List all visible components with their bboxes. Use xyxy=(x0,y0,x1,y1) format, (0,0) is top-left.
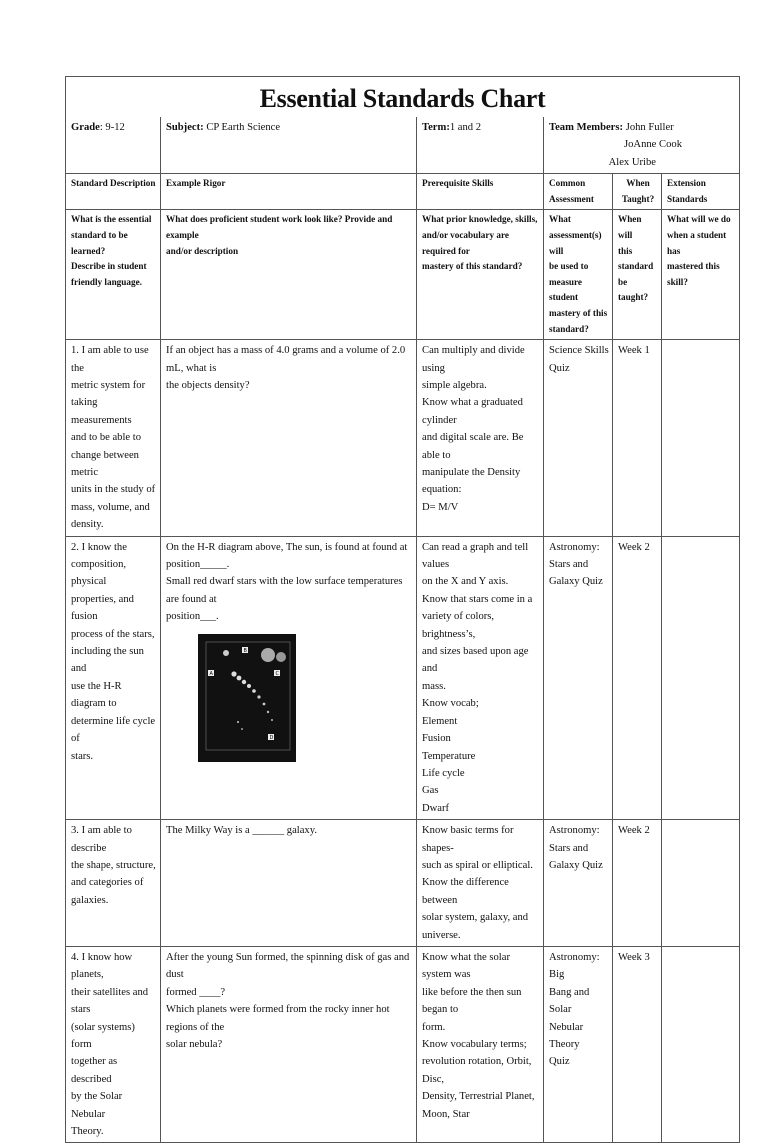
text-line: Know that stars come in a xyxy=(422,593,533,605)
text-line: If an object has a mass of 4.0 grams and a volume of 2.0 mL, what is xyxy=(166,345,406,374)
text-line: 3. I am able to describe xyxy=(71,825,132,854)
text-line: Galaxy Quiz xyxy=(549,576,603,588)
text-line: Nebular Theory xyxy=(549,1021,584,1050)
team-member-3: Alex Uribe xyxy=(608,156,656,168)
term-cell xyxy=(417,117,544,174)
text-line: properties, and fusion xyxy=(71,593,134,623)
header-assessment-line: Common xyxy=(549,178,586,189)
question-line: and/or description xyxy=(166,245,239,256)
text-line: revolution rotation, Orbit, Disc, xyxy=(422,1056,532,1085)
text-line: Stars and xyxy=(549,842,589,854)
hr-star xyxy=(271,719,273,721)
question-extension xyxy=(662,210,740,340)
header-when-line: Taught? xyxy=(621,193,655,204)
term-value: 1 and 2 xyxy=(449,122,482,133)
subject-value: CP Earth Science xyxy=(203,122,281,133)
standards-table xyxy=(65,76,740,1143)
text-line: and categories of xyxy=(71,877,144,889)
question-when xyxy=(613,210,662,340)
row1-prereq xyxy=(417,340,544,536)
question-line: assessment(s) will xyxy=(549,230,602,256)
text-line: Know vocabulary terms; xyxy=(422,1039,527,1050)
row4-standard xyxy=(66,946,161,1142)
header-assessment xyxy=(544,174,613,210)
row2-rigor xyxy=(161,536,417,820)
header-extension-line: Standards xyxy=(667,193,708,204)
text-line: 1. I am able to use the xyxy=(71,345,149,374)
text-line: Astronomy: xyxy=(549,825,600,837)
header-when xyxy=(613,174,662,210)
question-line: when a student has xyxy=(667,230,727,256)
text-line: and digital scale are. Be able to xyxy=(422,432,524,461)
hr-star xyxy=(247,684,251,688)
text-line: Know vocab; xyxy=(422,698,479,710)
text-line: Small red dwarf stars with the low surface temperatures are found at xyxy=(166,576,403,605)
hr-star xyxy=(237,721,239,723)
question-standard xyxy=(66,210,161,340)
text-line: form. xyxy=(422,1021,446,1033)
text-line: Know what the solar system was xyxy=(422,951,510,981)
row1-rigor xyxy=(161,340,417,536)
question-line: Describe in student xyxy=(71,261,147,272)
text-line: like before the then sun began to xyxy=(422,986,522,1016)
question-line: friendly language. xyxy=(71,276,142,287)
text-line: determine life cycle of xyxy=(71,715,156,745)
text-line: position___. xyxy=(166,611,219,623)
row3-rigor xyxy=(161,820,417,947)
text-line: change between metric xyxy=(71,449,139,478)
question-line: this xyxy=(618,245,633,256)
question-line: standard? xyxy=(549,323,589,334)
question-line: mastered this skill? xyxy=(667,261,720,287)
text-line: Can multiply and divide using xyxy=(422,345,525,374)
row4-prereq xyxy=(417,946,544,1142)
text-line: 4. I know how planets, xyxy=(71,951,133,981)
row4-when: Week 3 xyxy=(613,946,662,1142)
row1-standard xyxy=(66,340,161,536)
text-line: Life cycle xyxy=(422,767,465,779)
hr-label: C xyxy=(275,670,279,677)
standard-row xyxy=(66,340,740,536)
hr-diagram-image xyxy=(198,634,296,762)
page-title: Essential Standards Chart xyxy=(66,77,740,118)
text-line: and sizes based upon age and xyxy=(422,646,529,675)
text-line: Temperature xyxy=(422,750,476,762)
text-line: After the young Sun formed, the spinning disk of gas and dust xyxy=(166,951,410,981)
text-line: Which planets were formed from the rocky inner hot regions of the xyxy=(166,1004,390,1033)
hr-star xyxy=(261,648,275,662)
text-line: Know the difference between xyxy=(422,877,509,906)
text-line: formed ____? xyxy=(166,986,226,998)
text-line: On the H-R diagram above, The sun, is found at found at xyxy=(166,541,408,553)
text-line: Fusion xyxy=(422,733,451,745)
text-line: stars. xyxy=(71,750,94,762)
row1-when: Week 1 xyxy=(613,340,662,536)
question-line: and/or vocabulary are required for xyxy=(422,230,509,256)
question-line: standard xyxy=(618,261,654,272)
text-line: (solar systems) form xyxy=(71,1021,135,1050)
text-line: the objects density? xyxy=(166,379,250,391)
hr-star xyxy=(223,650,229,656)
hr-star xyxy=(276,652,286,662)
text-line: by the Solar Nebular xyxy=(71,1091,123,1120)
team-label: Team Members: xyxy=(549,122,624,133)
text-line: 2. I know the xyxy=(71,541,127,553)
row3-when: Week 2 xyxy=(613,820,662,947)
row3-assessment xyxy=(544,820,613,947)
text-line: the shape, structure, xyxy=(71,859,156,871)
text-line: including the sun and xyxy=(71,646,144,675)
hr-star xyxy=(252,689,256,693)
text-line: Quiz xyxy=(549,1056,570,1068)
hr-label: B xyxy=(243,647,247,654)
row2-assessment xyxy=(544,536,613,820)
text-line: such as spiral or elliptical. xyxy=(422,859,533,871)
standard-row xyxy=(66,946,740,1142)
question-assessment xyxy=(544,210,613,340)
text-line: Dwarf xyxy=(422,802,450,814)
text-line: process of the stars, xyxy=(71,628,155,640)
text-line: taking measurements xyxy=(71,397,132,426)
row3-prereq xyxy=(417,820,544,947)
grade-label: Grade xyxy=(71,122,100,133)
team-cell xyxy=(544,117,740,174)
column-header-row xyxy=(66,174,740,210)
text-line: and to be able to xyxy=(71,432,142,444)
text-line: Element xyxy=(422,715,458,727)
text-line: Stars and xyxy=(549,559,589,571)
text-line: together as described xyxy=(71,1056,118,1085)
essential-standards-sheet xyxy=(65,76,739,1143)
question-line: be taught? xyxy=(618,276,649,303)
row3-extension xyxy=(662,820,740,947)
hr-star xyxy=(237,675,242,680)
team-member-2: JoAnne Cook xyxy=(624,139,682,151)
standard-row xyxy=(66,820,740,947)
hr-star xyxy=(263,702,266,705)
question-line: What will we do xyxy=(667,214,731,225)
subject-cell xyxy=(161,117,417,174)
text-line: solar nebula? xyxy=(166,1039,223,1050)
hr-star xyxy=(242,679,246,683)
question-line: What does proficient student work look like? Provide and example xyxy=(166,214,393,240)
text-line: universe. xyxy=(422,929,461,941)
question-line: mastery of this standard? xyxy=(422,261,523,272)
text-line: Science Skills xyxy=(549,345,609,357)
text-line: galaxies. xyxy=(71,894,109,906)
standard-row xyxy=(66,536,740,820)
header-extension xyxy=(662,174,740,210)
hr-star xyxy=(241,728,243,730)
row2-extension xyxy=(662,536,740,820)
row2-standard xyxy=(66,536,161,820)
text-line: simple algebra. xyxy=(422,379,487,391)
question-line: be used to xyxy=(549,261,589,272)
header-prereq: Prerequisite Skills xyxy=(417,174,544,210)
question-line: What prior knowledge, skills, xyxy=(422,214,538,225)
header-standard: Standard Description xyxy=(66,174,161,210)
text-line: units in the study of xyxy=(71,484,156,496)
text-line: Know basic terms for shapes- xyxy=(422,825,514,854)
header-assessment-line: Assessment xyxy=(549,193,594,204)
text-line: mass, volume, and xyxy=(71,501,150,513)
hr-star xyxy=(267,710,269,712)
text-line: Density, Terrestrial Planet, xyxy=(422,1091,535,1103)
row4-assessment xyxy=(544,946,613,1142)
text-line: mass. xyxy=(422,680,446,692)
text-line: D= M/V xyxy=(422,501,459,513)
text-line: composition, physical xyxy=(71,559,127,588)
text-line: their satellites and stars xyxy=(71,986,149,1016)
question-line: What xyxy=(549,214,571,225)
text-line: Gas xyxy=(422,785,439,797)
text-line: The Milky Way is a ______ galaxy. xyxy=(166,825,317,837)
text-line: use the H-R diagram to xyxy=(71,680,122,710)
header-when-line: When xyxy=(626,178,650,189)
header-rigor: Example Rigor xyxy=(161,174,417,210)
row4-rigor xyxy=(161,946,417,1142)
text-line: position_____. xyxy=(166,559,230,571)
grade-value: : 9-12 xyxy=(99,122,125,133)
question-line: measure student xyxy=(549,276,582,303)
row4-extension xyxy=(662,946,740,1142)
text-line: Astronomy: Big xyxy=(549,951,600,981)
question-line: What is the essential xyxy=(71,214,152,225)
text-line: variety of colors, brightness’s, xyxy=(422,611,495,640)
text-line: Galaxy Quiz xyxy=(549,859,603,871)
text-line: Theory. xyxy=(71,1126,104,1138)
row3-standard xyxy=(66,820,161,947)
text-line: Know what a graduated cylinder xyxy=(422,397,523,426)
question-prereq xyxy=(417,210,544,340)
row2-prereq xyxy=(417,536,544,820)
question-row xyxy=(66,210,740,340)
text-line: metric system for xyxy=(71,379,146,391)
hr-star xyxy=(231,671,236,676)
text-line: Moon, Star xyxy=(422,1108,470,1120)
subject-label: Subject: xyxy=(166,122,204,133)
hr-label: D xyxy=(269,734,274,741)
row1-assessment xyxy=(544,340,613,536)
text-line: Can read a graph and tell values xyxy=(422,541,529,571)
header-extension-line: Extension xyxy=(667,178,706,189)
info-row xyxy=(66,117,740,174)
question-rigor xyxy=(161,210,417,340)
hr-label: A xyxy=(209,670,213,677)
row1-extension xyxy=(662,340,740,536)
text-line: solar system, galaxy, and xyxy=(422,912,529,924)
question-line: standard to be learned? xyxy=(71,230,128,256)
question-line: mastery of this xyxy=(549,307,608,318)
text-line: Quiz xyxy=(549,362,570,374)
text-line: on the X and Y axis. xyxy=(422,576,509,588)
term-label: Term: xyxy=(422,122,450,133)
row2-when: Week 2 xyxy=(613,536,662,820)
text-line: Bang and Solar xyxy=(549,986,590,1016)
text-line: density. xyxy=(71,519,104,531)
grade-cell xyxy=(66,117,161,174)
text-line: Astronomy: xyxy=(549,541,600,553)
hr-star xyxy=(257,695,260,698)
team-member-1: John Fuller xyxy=(625,122,674,133)
text-line: manipulate the Density equation: xyxy=(422,467,521,496)
question-line: When will xyxy=(618,214,642,240)
